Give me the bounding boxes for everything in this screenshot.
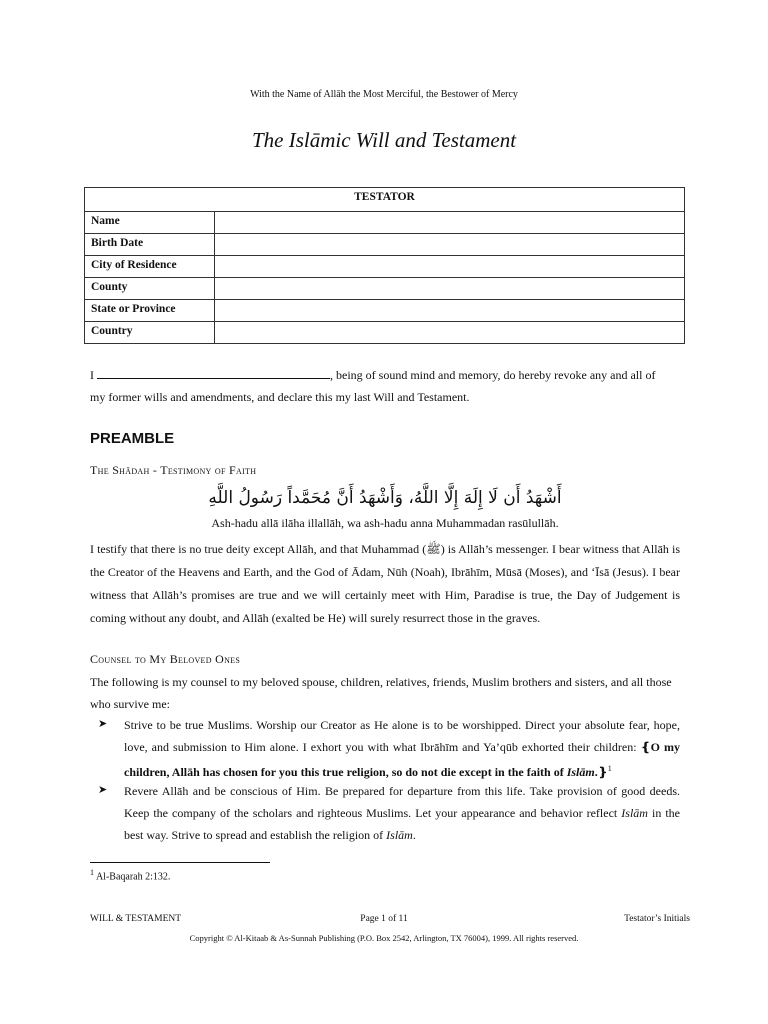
footnote (90, 868, 170, 882)
document-title: The Islāmic Will and Testament (251, 128, 517, 152)
footer-left: WILL & TESTAMENT (90, 914, 182, 924)
shahada-heading: The Shādah - Testimony of Faith (90, 463, 257, 477)
field-birth-date[interactable] (215, 234, 685, 256)
bismillah-line: With the Name of Allāh the Most Merciful, the Bestower of Mercy (250, 89, 518, 100)
row-label-county: County (85, 278, 215, 300)
declaration-prefix: I (90, 368, 94, 382)
counsel-item-2-mid: in the best way. Strive to spread and establish the religion of (124, 806, 681, 842)
field-city[interactable] (215, 256, 685, 278)
testator-heading: TESTATOR (85, 188, 685, 212)
counsel-item-2-end: . (412, 828, 416, 842)
row-label-birth-date: Birth Date (85, 234, 215, 256)
preamble-heading: PREAMBLE (90, 430, 175, 447)
counsel-item-1-quote: O my children, Allāh has chosen for you this true religion, so do not die except in the faith of (124, 740, 681, 779)
footnote-divider (90, 862, 270, 863)
row-label-state: State or Province (85, 300, 215, 322)
counsel-item-1-quote-islam: Islām (566, 765, 595, 779)
quote-open-bracket: ❴ (640, 740, 651, 754)
footnote-ref-1[interactable]: 1 (607, 764, 612, 773)
declaration-line-1 (90, 364, 680, 387)
testator-table (84, 187, 685, 344)
counsel-heading: Counsel to My Beloved Ones (90, 652, 241, 666)
bullet-arrow-icon: ➤ (98, 718, 108, 730)
counsel-intro: The following is my counsel to my beloved spouse, children, relatives, friends, Muslim brothers and sisters, and all those who survive me: (90, 675, 672, 711)
field-country[interactable] (215, 322, 685, 344)
counsel-item-2-islam-2: Islām (386, 828, 413, 842)
testimony-paragraph: I testify that there is no true deity except Allāh, and that Muhammad (ﷺ) is Allāh’s messenger. I bear witness that Allāh is the Creator of the Heavens and Earth, and the God of Ādam, Nūh (Noah), Ibrāhīm, Mūsā (Moses), and ‘Īsā (Jesus). I bear witness that Allāh’s promises are true and we will certainly meet with Him, Paradise is true, the Day of Judgement is coming without any doubt, and Allāh (exalted be He) will surely resurrect those in the graves. (90, 542, 680, 625)
row-label-name: Name (85, 212, 215, 234)
row-label-city: City of Residence (85, 256, 215, 278)
shahada-transliteration: Ash-hadu allā ilāha illallāh, wa ash-hadu anna Muhammadan rasūlullāh. (211, 516, 559, 530)
counsel-item-2-text: Revere Allāh and be conscious of Him. Be prepared for departure from this life. Take provision of good deeds. Keep the company of the scholars and righteous Muslims. Let your appearance and behavior reflect (124, 784, 680, 820)
field-name[interactable] (215, 212, 685, 234)
counsel-item-2-islam-1: Islām (621, 806, 648, 820)
counsel-item-2 (124, 780, 680, 846)
testator-name-blank[interactable] (97, 366, 330, 379)
footnote-number: 1 (90, 868, 94, 877)
declaration-line-2: my former wills and amendments, and declare this my last Will and Testament. (90, 390, 470, 404)
field-county[interactable] (215, 278, 685, 300)
footer-page-number: Page 1 of 11 (360, 914, 408, 924)
field-state[interactable] (215, 300, 685, 322)
bullet-arrow-icon: ➤ (98, 784, 108, 796)
row-label-country: Country (85, 322, 215, 344)
copyright: Copyright © Al-Kitaab & As-Sunnah Publishing (P.O. Box 2542, Arlington, TX 76004), 1999. All rights reserved. (189, 933, 579, 943)
shahada-arabic: أَشْهَدُ أَن لَا إِلَهَ إِلَّا اللَّهُ، وَأَشْهَدُ أَنَّ مُحَمَّداً رَسُولُ اللَّهِ (208, 488, 562, 508)
footnote-text: Al-Baqarah 2:132. (95, 871, 171, 883)
declaration-line-1-suffix: , being of sound mind and memory, do hereby revoke any and all of (330, 368, 656, 382)
counsel-item-1-text: Strive to be true Muslims. Worship our Creator as He alone is to be worshipped. Direct your absolute fear, hope, love, and submission to Him alone. I exhort you with what Ibrāhīm and Ya’qūb exhorted their children: (124, 718, 680, 754)
counsel-item-1 (124, 714, 680, 783)
quote-close-bracket: .❵ (594, 765, 608, 779)
footer-initials: Testator’s Initials (624, 914, 690, 924)
